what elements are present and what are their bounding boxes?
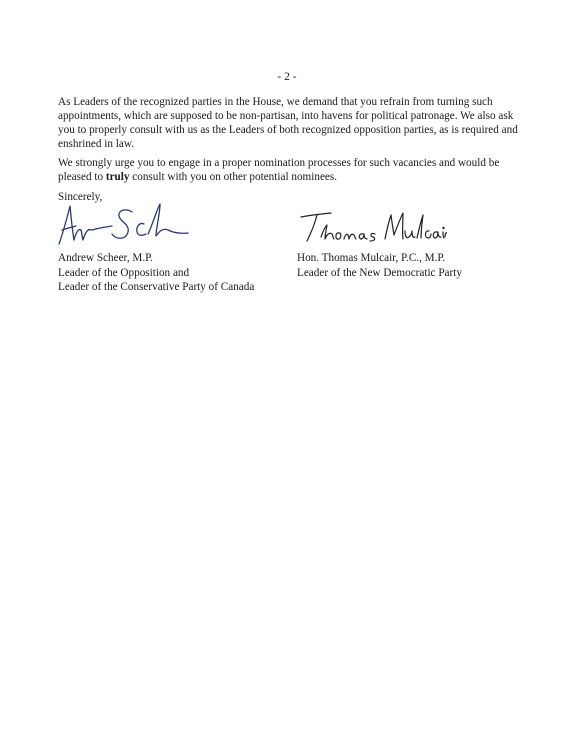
signatory-title: Leader of the Opposition and: [58, 266, 190, 279]
paragraph-urge-text-before: We strongly urge you to engage in a proper nomination processes for such vacancies and would be pleased to: [58, 157, 500, 183]
signatory-name: Hon. Thomas Mulcair, P.C., M.P.: [297, 252, 446, 264]
signature-thomas-mulcair: [297, 207, 447, 247]
signatory-block-scheer: [58, 251, 254, 295]
signature-andrew-scheer: [56, 200, 191, 250]
paragraph-urge: [58, 156, 518, 184]
signatory-block-mulcair: [297, 251, 462, 280]
closing-salutation: Sincerely,: [58, 191, 103, 203]
paragraph-demand: As Leaders of the recognized parties in the House, we demand that you refrain from turning such appointments, which are supposed to be non-partisan, into havens for political patronage. We also ask you to properly consult with us as the Leaders of both recognized opposition parties, as is required and enshrined in law.: [58, 96, 518, 150]
signatory-name: Andrew Scheer, M.P.: [58, 252, 153, 264]
page-number: - 2 -: [277, 71, 297, 83]
signatory-title: Leader of the Conservative Party of Canada: [58, 281, 255, 293]
paragraph-urge-text-after: consult with you on other potential nominees.: [129, 171, 338, 183]
emphasis-truly: truly: [105, 171, 130, 183]
signatory-title: Leader of the New Democratic Party: [297, 266, 462, 279]
